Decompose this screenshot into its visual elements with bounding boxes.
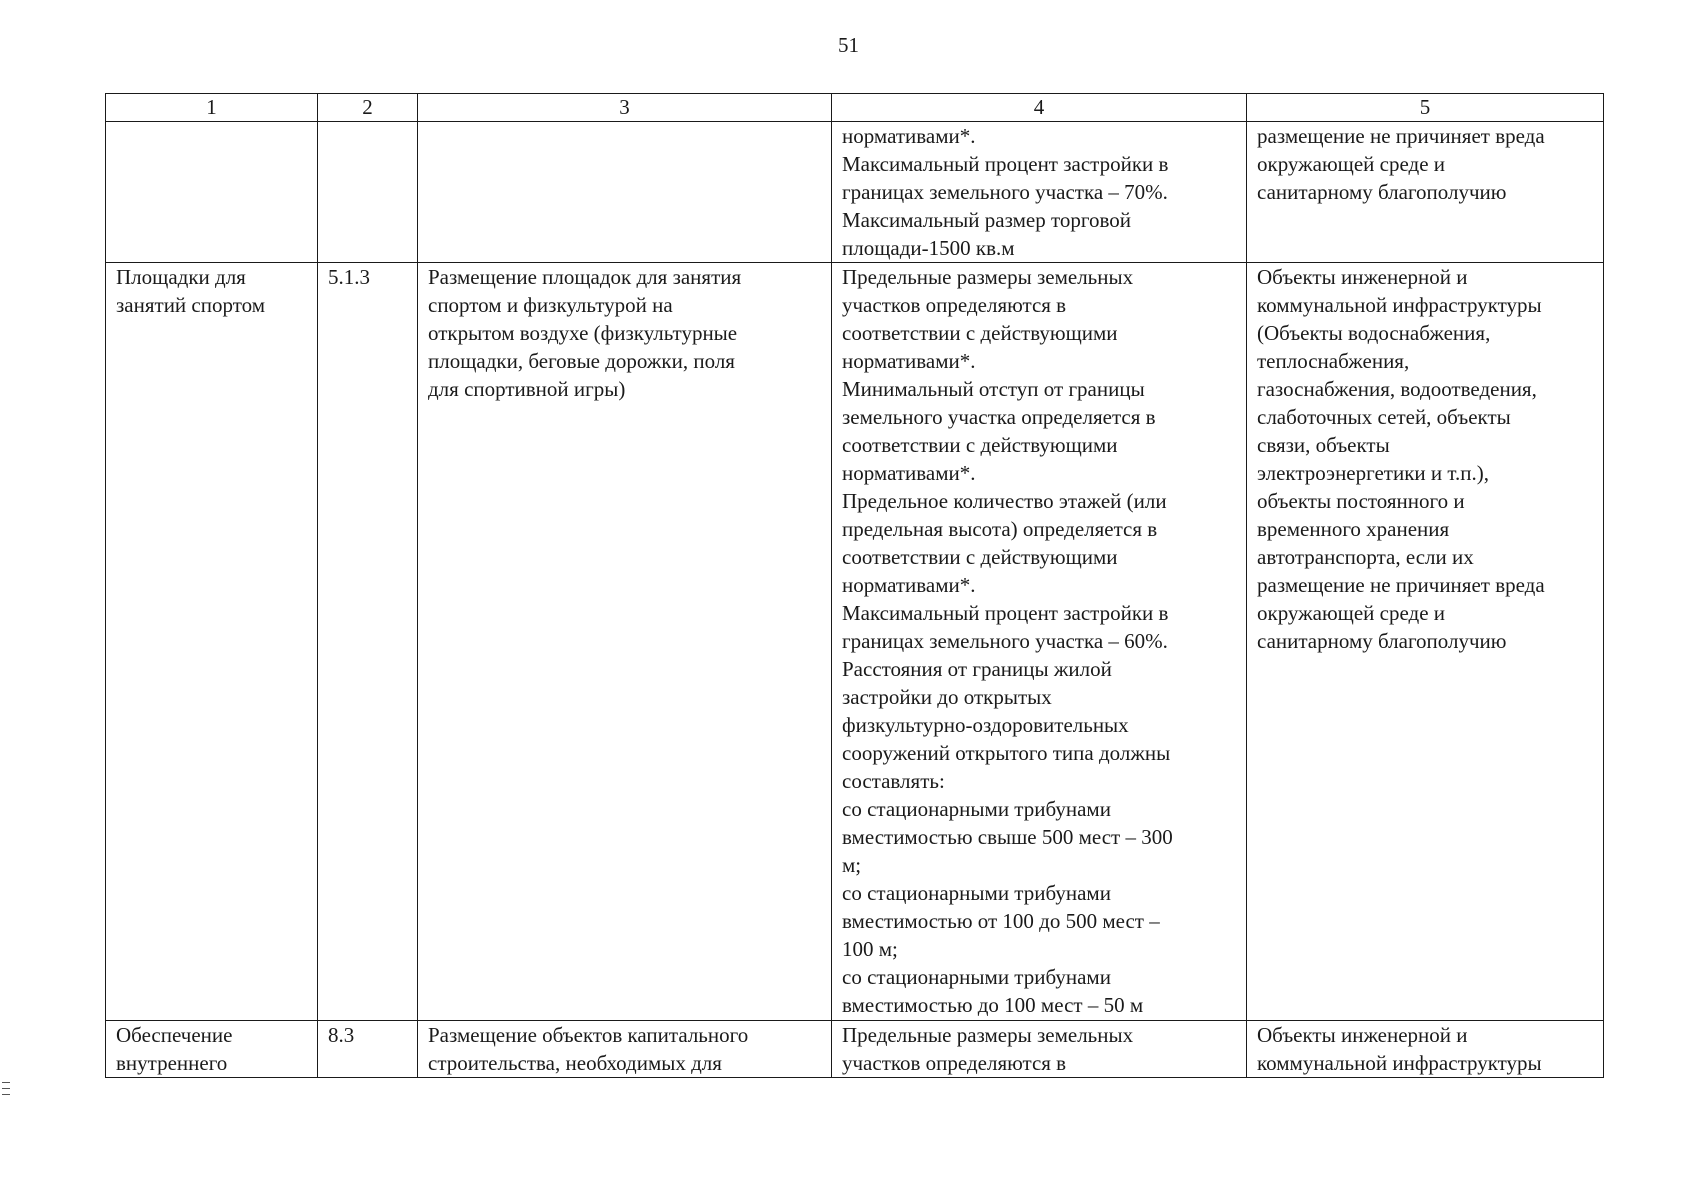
cell-text-line: газоснабжения, водоотведения,	[1257, 377, 1537, 401]
cell-text-line: Объекты инженерной и	[1257, 1023, 1468, 1047]
cell-text-line: нормативами*.	[842, 573, 976, 597]
cell-text-line: вместимостью до 100 мест – 50 м	[842, 993, 1144, 1017]
cell-text-line: соответствии с действующими	[842, 545, 1118, 569]
cell-text-line: Предельное количество этажей (или	[842, 489, 1167, 513]
cell-text-line: нормативами*.	[842, 349, 976, 373]
cell-text-line: границах земельного участка – 60%.	[842, 629, 1168, 653]
cell-text-line: Обеспечение	[116, 1023, 233, 1047]
cell-text-line: внутреннего	[116, 1051, 228, 1075]
cell-text-line: площадки, беговые дорожки, поля	[428, 349, 735, 373]
cell-use-code	[318, 263, 418, 1021]
cell-text-line: окружающей среде и	[1257, 601, 1446, 625]
cell-text-line: нормативами*.	[842, 461, 976, 485]
cell-text-line: размещение не причиняет вреда	[1257, 573, 1545, 597]
cell-text-line: Максимальный размер торговой	[842, 208, 1131, 232]
cell-parameters	[832, 263, 1247, 1021]
cell-text-line: временного хранения	[1257, 517, 1450, 541]
column-header-1: 1	[106, 94, 318, 122]
table-row	[106, 1021, 1604, 1078]
cell-text-line: Предельные размеры земельных	[842, 1023, 1134, 1047]
table-row	[106, 122, 1604, 263]
table-row	[106, 263, 1604, 1021]
cell-text-line: Предельные размеры земельных	[842, 265, 1134, 289]
column-header-2: 2	[318, 94, 418, 122]
cell-text-line: размещение не причиняет вреда	[1257, 124, 1545, 148]
cell-text-line: коммунальной инфраструктуры	[1257, 1051, 1542, 1075]
cell-text-line: Размещение объектов капитального	[428, 1023, 749, 1047]
cell-text-line: вместимостью свыше 500 мест – 300	[842, 825, 1173, 849]
cell-text-line: электроэнергетики и т.п.),	[1257, 461, 1489, 485]
regulations-table	[105, 93, 1604, 1078]
cell-text-line: со стационарными трибунами	[842, 797, 1111, 821]
cell-text-line: 100 м;	[842, 937, 898, 961]
table-header-row	[106, 94, 1604, 122]
cell-text-line: вместимостью от 100 до 500 мест –	[842, 909, 1160, 933]
cell-text-line: со стационарными трибунами	[842, 965, 1111, 989]
cell-text-line: соответствии с действующими	[842, 321, 1118, 345]
cell-text-line: спортом и физкультурой на	[428, 293, 673, 317]
cell-text-line: автотранспорта, если их	[1257, 545, 1474, 569]
cell-text-line: нормативами*.	[842, 124, 976, 148]
cell-use-code	[318, 1021, 418, 1078]
cell-text-line: составлять:	[842, 769, 945, 793]
cell-use-description	[418, 1021, 832, 1078]
cell-text-line: Объекты инженерной и	[1257, 265, 1468, 289]
cell-text-line: Расстояния от границы жилой	[842, 657, 1112, 681]
cell-parameters	[832, 1021, 1247, 1078]
cell-auxiliary-uses	[1247, 122, 1604, 263]
cell-text-line: для спортивной игры)	[428, 377, 626, 401]
cell-text-line: соответствии с действующими	[842, 433, 1118, 457]
cell-parameters	[832, 122, 1247, 263]
cell-auxiliary-uses	[1247, 263, 1604, 1021]
cell-use-description	[418, 122, 832, 263]
cell-text-line: санитарному благополучию	[1257, 629, 1507, 653]
cell-text-line: слаботочных сетей, объекты	[1257, 405, 1511, 429]
cell-text-line: участков определяются в	[842, 293, 1067, 317]
cell-text-line: (Объекты водоснабжения,	[1257, 321, 1491, 345]
cell-use-name	[106, 1021, 318, 1078]
margin-scan-mark	[2, 1082, 10, 1095]
cell-text-line: физкультурно-оздоровительных	[842, 713, 1129, 737]
cell-text-line: сооружений открытого типа должны	[842, 741, 1171, 765]
cell-text-line: м;	[842, 853, 862, 877]
cell-use-code	[318, 122, 418, 263]
cell-text-line: предельная высота) определяется в	[842, 517, 1158, 541]
cell-text-line: санитарному благополучию	[1257, 180, 1507, 204]
cell-text-line: теплоснабжения,	[1257, 349, 1410, 373]
cell-auxiliary-uses	[1247, 1021, 1604, 1078]
column-header-3: 3	[418, 94, 832, 122]
cell-text-line: Максимальный процент застройки в	[842, 152, 1169, 176]
cell-text-line: строительства, необходимых для	[428, 1051, 722, 1075]
cell-text-line: Максимальный процент застройки в	[842, 601, 1169, 625]
cell-use-name	[106, 263, 318, 1021]
column-header-4: 4	[832, 94, 1247, 122]
cell-text-line: границах земельного участка – 70%.	[842, 180, 1168, 204]
cell-text-line: связи, объекты	[1257, 433, 1390, 457]
cell-text-line: коммунальной инфраструктуры	[1257, 293, 1542, 317]
cell-use-name	[106, 122, 318, 263]
column-header-5: 5	[1247, 94, 1604, 122]
cell-text-line: 5.1.3	[328, 265, 370, 289]
cell-text-line: застройки до открытых	[842, 685, 1052, 709]
cell-text-line: земельного участка определяется в	[842, 405, 1156, 429]
cell-text-line: площади-1500 кв.м	[842, 236, 1015, 260]
cell-text-line: открытом воздухе (физкультурные	[428, 321, 738, 345]
cell-text-line: 8.3	[328, 1023, 355, 1047]
cell-text-line: объекты постоянного и	[1257, 489, 1465, 513]
cell-use-description	[418, 263, 832, 1021]
cell-text-line: занятий спортом	[116, 293, 265, 317]
cell-text-line: со стационарными трибунами	[842, 881, 1111, 905]
cell-text-line: окружающей среде и	[1257, 152, 1446, 176]
cell-text-line: Размещение площадок для занятия	[428, 265, 742, 289]
cell-text-line: Минимальный отступ от границы	[842, 377, 1145, 401]
cell-text-line: Площадки для	[116, 265, 246, 289]
page-number: 51	[838, 33, 859, 57]
cell-text-line: участков определяются в	[842, 1051, 1067, 1075]
